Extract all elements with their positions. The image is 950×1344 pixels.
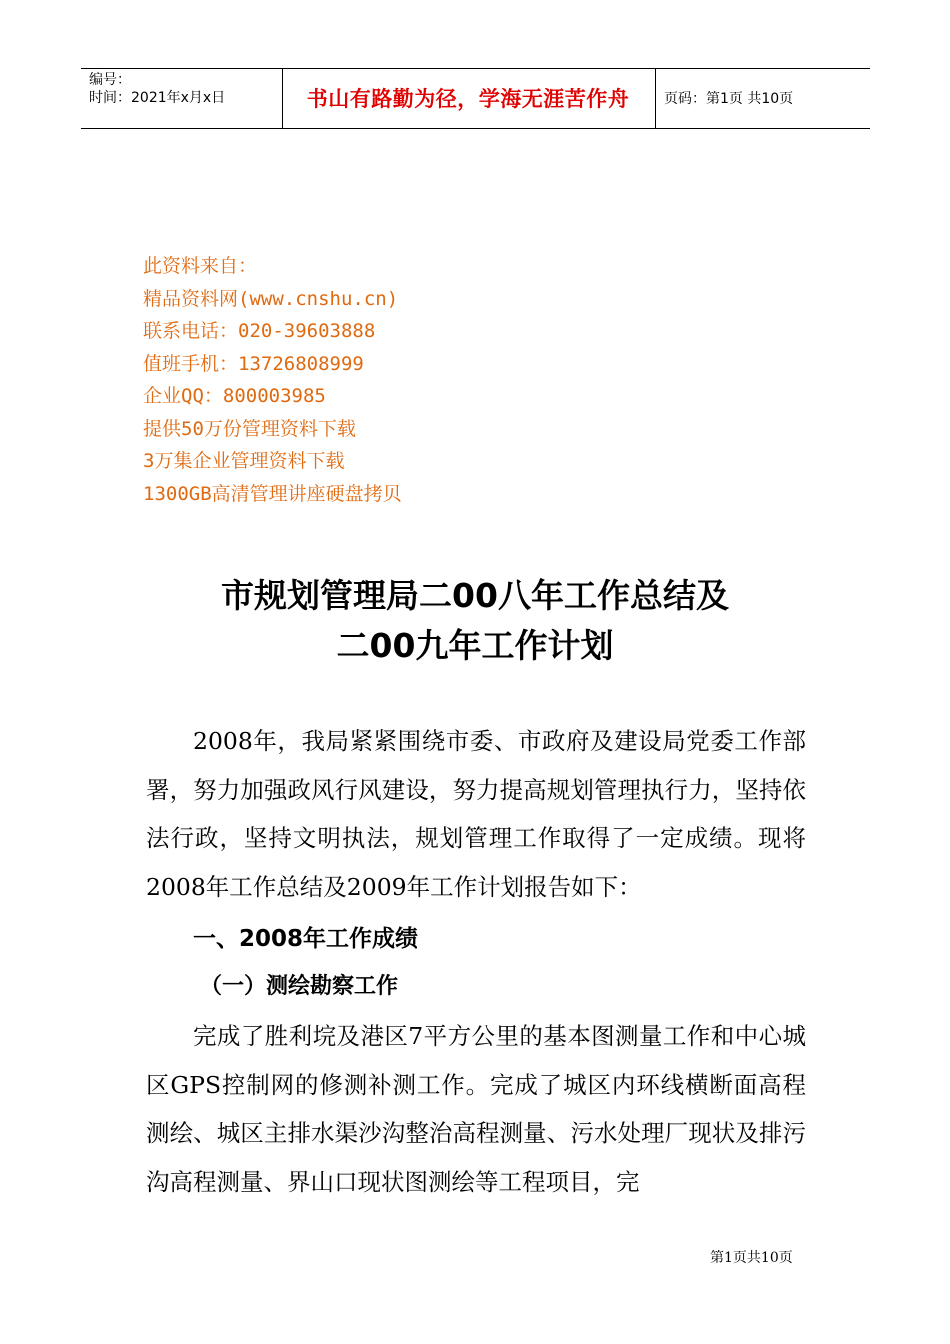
subsection-heading: （一）测绘勘察工作 [200,974,399,999]
source-line: 1300GB高清管理讲座硬盘拷贝 [143,482,402,505]
header-meta [89,71,279,107]
source-line: 提供50万份管理资料下载 [143,417,356,440]
source-line: 联系电话：020-39603888 [143,320,376,342]
source-line: 值班手机：13726808999 [143,352,364,375]
header-motto: 书山有路勤为径，学海无涯苦作舟 [306,87,630,111]
source-line: 精品资料网(www.cnshu.cn) [143,287,399,310]
source-line: 此资料来自： [143,255,258,277]
source-info-block [143,250,402,510]
source-line: 企业QQ：800003985 [143,385,326,407]
page-footer: 第1页共10页 [710,1250,793,1266]
document-title: 市规划管理局二00八年工作总结及 [221,576,729,615]
section-heading: 一、2008年工作成绩 [193,926,419,952]
header-bottom-rule [81,128,870,129]
intro-paragraph: 2008年，我局紧紧围绕市委、市政府及建设局党委工作部署，努力加强政风行风建设，努力提高规划管理执行力，坚持依法行政，坚持文明执法，规划管理工作取得了一定成绩。现将2008年工作总结及2009年工作计划报告如下： [146,727,806,901]
number-label: 编号： [89,72,131,88]
body-paragraph: 完成了胜利垸及港区7平方公里的基本图测量工作和中心城区GPS控制网的修测补测工作。完成了城区内环线横断面高程测绘、城区主排水渠沙沟整治高程测量、污水处理厂现状及排污沟高程测量、界山口现状图测绘等工程项目，完 [146,1022,806,1196]
source-line: 3万集企业管理资料下载 [143,450,345,472]
header-divider [655,68,656,128]
date-label: 时间：2021年x月x日 [89,90,226,106]
document-title-line2: 二00九年工作计划 [336,626,614,665]
header-page-number: 页码：第1页 共10页 [664,91,794,107]
